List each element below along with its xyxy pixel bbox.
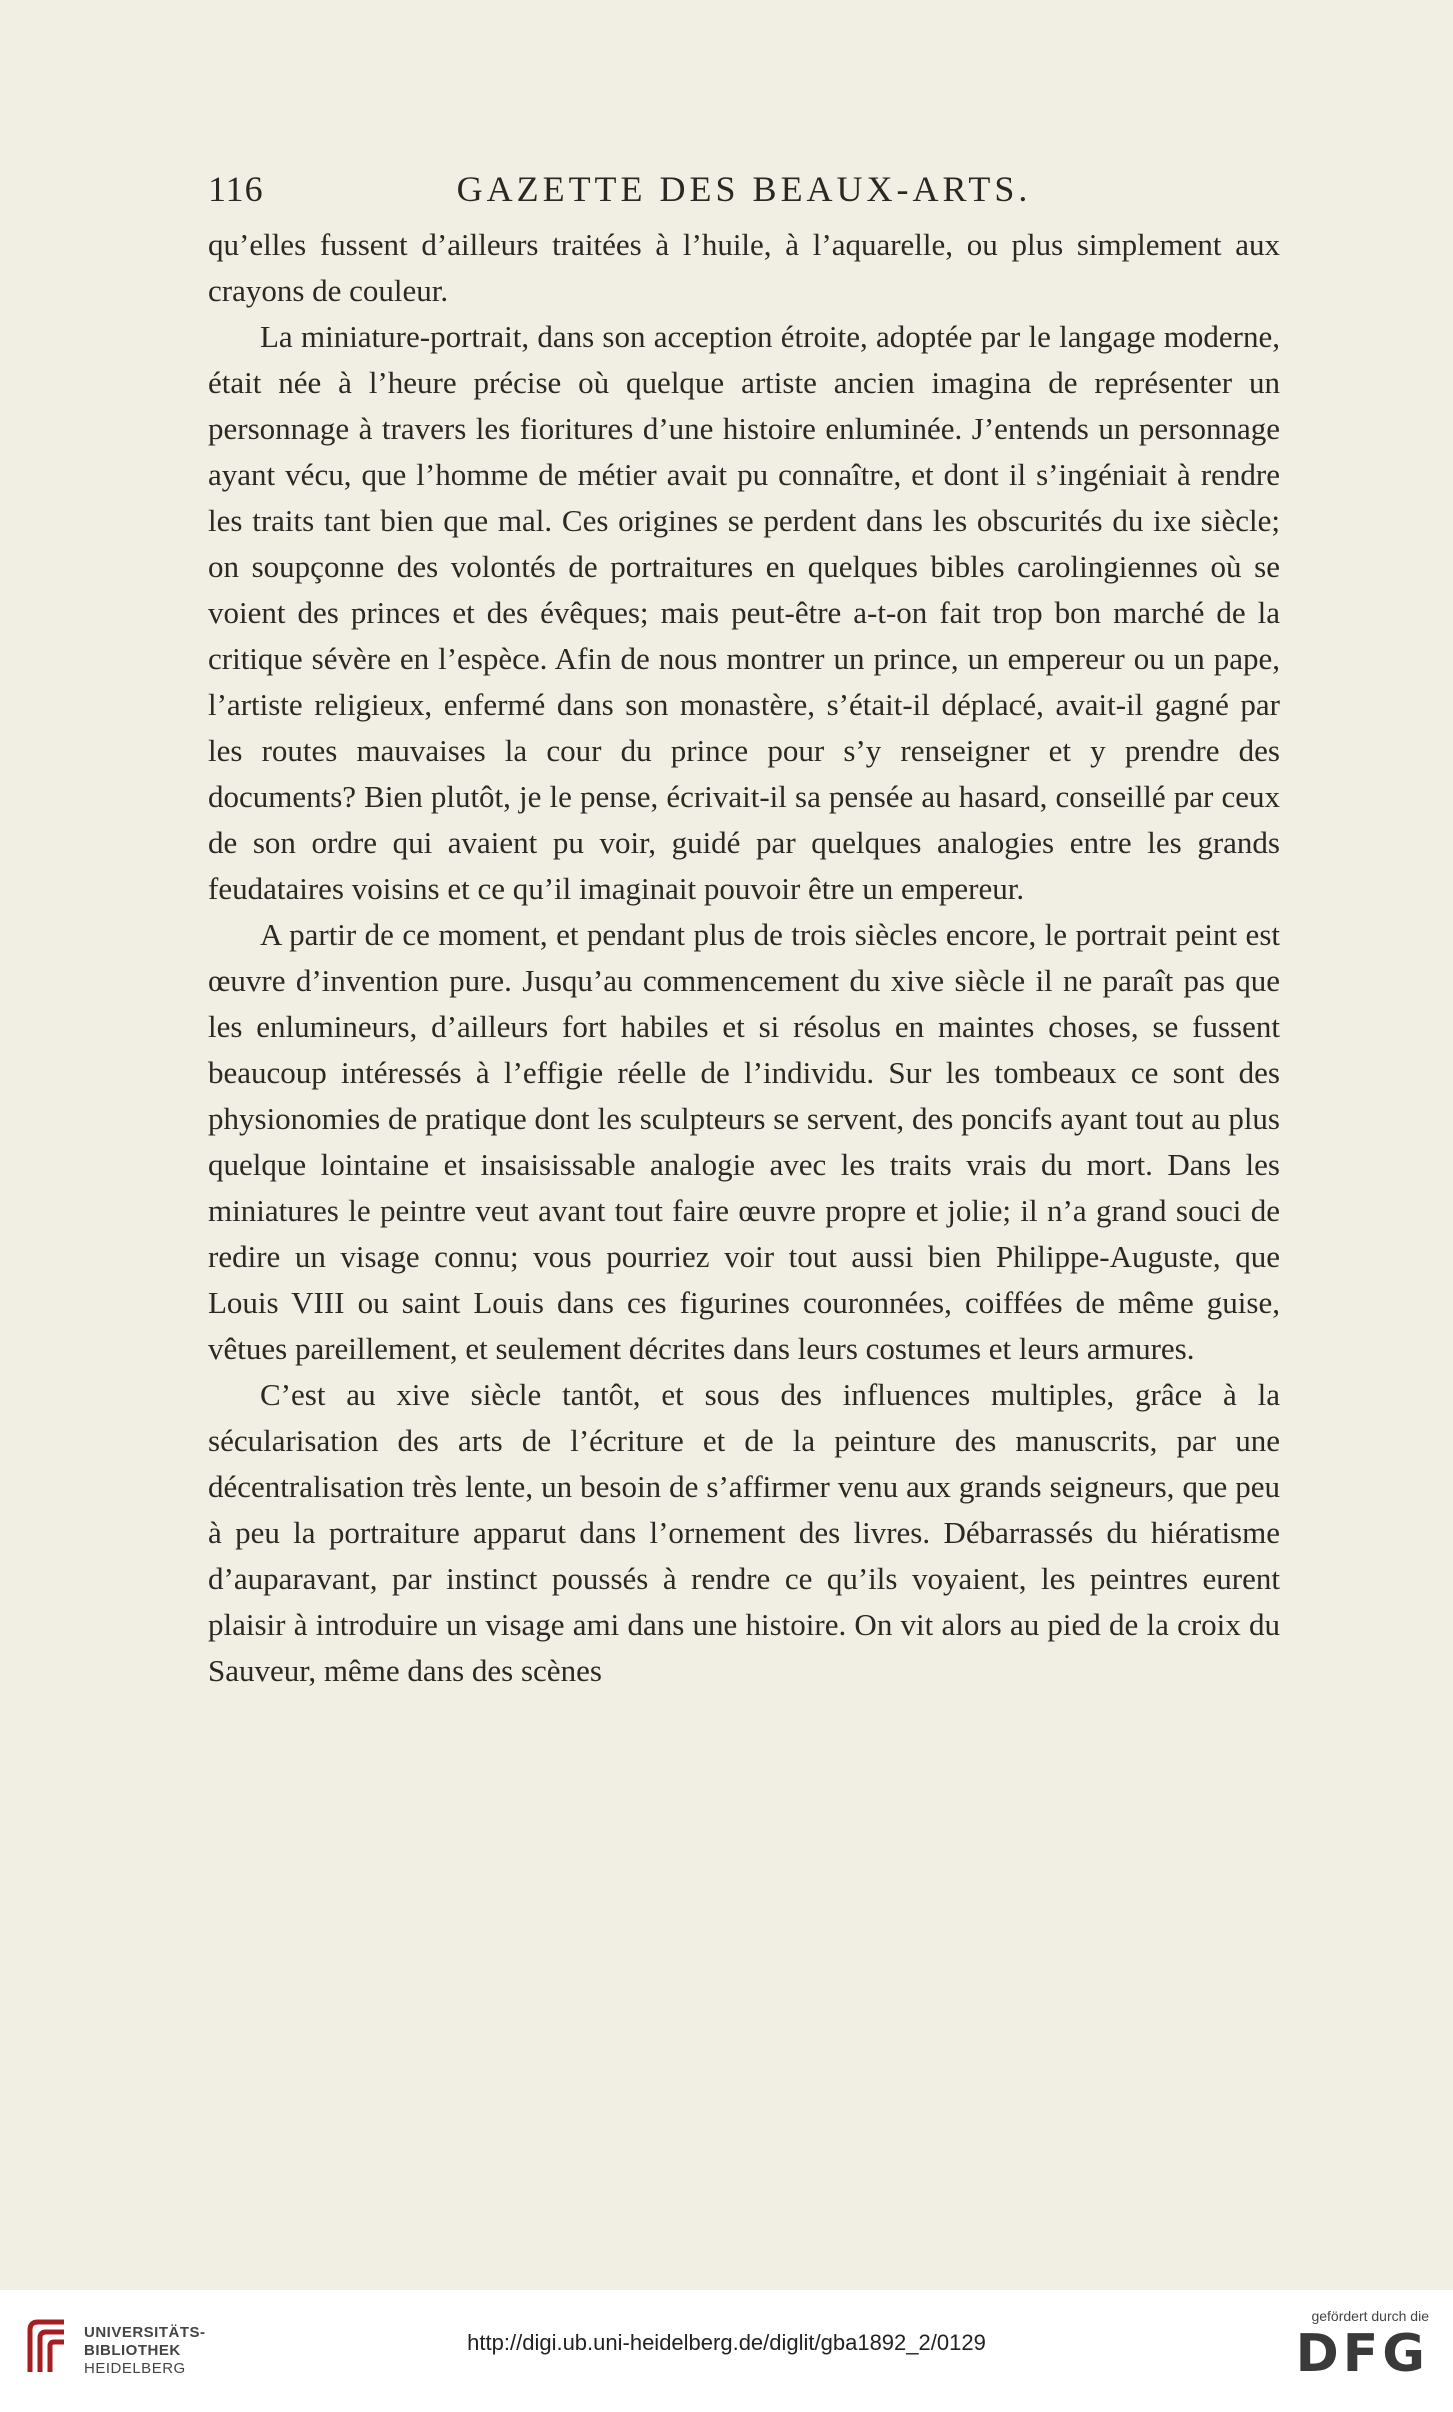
page-number: 116 <box>208 169 264 209</box>
dfg-logo[interactable]: DFG <box>1295 2324 1429 2384</box>
library-name-line1: UNIVERSITÄTS- <box>84 2324 206 2341</box>
funder-label: gefördert durch die <box>1311 2308 1429 2324</box>
permalink-url[interactable]: http://digi.ub.uni-heidelberg.de/diglit/gba1892_2/0129 <box>467 2330 986 2355</box>
paragraph-1: qu’elles fussent d’ailleurs traitées à l’huile, à l’aquarelle, ou plus simplement aux crayons de couleur. <box>208 227 1280 308</box>
library-name-line2: BIBLIOTHEK <box>84 2342 181 2359</box>
paragraph-4: C’est au xive siècle tantôt, et sous des influences multiples, grâce à la sécularisation des arts de l’écriture et de la peinture des manuscrits, par une décentralisation très lente, un besoin de s’affirmer venu aux grands seigneurs, que peu à peu la portraiture apparut dans l’ornement des livres. Débarrassés du hiératisme d’auparavant, par instinct poussés à rendre ce qu’ils voyaient, les peintres eurent plaisir à introduire un visage ami dans une histoire. On vit alors au pied de la croix du Sauveur, même dans des scènes <box>208 1377 1280 1688</box>
funder-block <box>1229 2308 1429 2384</box>
running-title: GAZETTE DES BEAUX-ARTS. <box>456 169 1032 209</box>
paragraph-2: La miniature-portrait, dans son acception étroite, adoptée par le langage moderne, était née à l’heure précise où quelque artiste ancien imagina de représenter un personnage à travers les fioritures d’une histoire enluminée. J’entends un personnage ayant vécu, que l’homme de métier avait pu connaître, et dont il s’ingéniait à rendre les traits tant bien que mal. Ces origines se perdent dans les obscurités du ixe siècle; on soupçonne des volontés de portraitures en quelques bibles carolingiennes où se voient des princes et des évêques; mais peut-être a-t-on fait trop bon marché de la critique sévère en l’espèce. Afin de nous montrer un prince, un empereur ou un pape, l’artiste religieux, enfermé dans son monastère, s’était-il déplacé, avait-il gagné par les routes mauvaises la cour du prince pour s’y renseigner et y prendre des documents? Bien plutôt, je le pense, écrivait-il sa pensée au hasard, conseillé par ceux de son ordre qui avaient pu voir, guidé par quelques analogies entre les grands feudataires voisins et ce qu’il imaginait pouvoir être un empereur. <box>208 319 1280 906</box>
library-footer <box>0 2290 1453 2412</box>
body-text <box>208 222 1280 1694</box>
paragraph-3: A partir de ce moment, et pendant plus de trois siècles encore, le portrait peint est œuvre d’invention pure. Jusqu’au commencement du xive siècle il ne paraît pas que les enlumineurs, d’ailleurs fort habiles et si résolus en maintes choses, se fussent beaucoup intéressés à l’effigie réelle de l’individu. Sur les tombeaux ce sont des physionomies de pratique dont les sculpteurs se servent, des poncifs ayant tout au plus quelque lointaine et insaisissable analogie avec les traits vrais du mort. Dans les miniatures le peintre veut avant tout faire œuvre propre et jolie; il n’a grand souci de redire un visage connu; vous pourriez voir tout aussi bien Philippe-Auguste, que Louis VIII ou saint Louis dans ces figurines couronnées, coiffées de même guise, vêtues pareillement, et seulement décrites dans leurs costumes et leurs armures. <box>208 917 1280 1366</box>
library-name-line3: HEIDELBERG <box>84 2360 186 2377</box>
